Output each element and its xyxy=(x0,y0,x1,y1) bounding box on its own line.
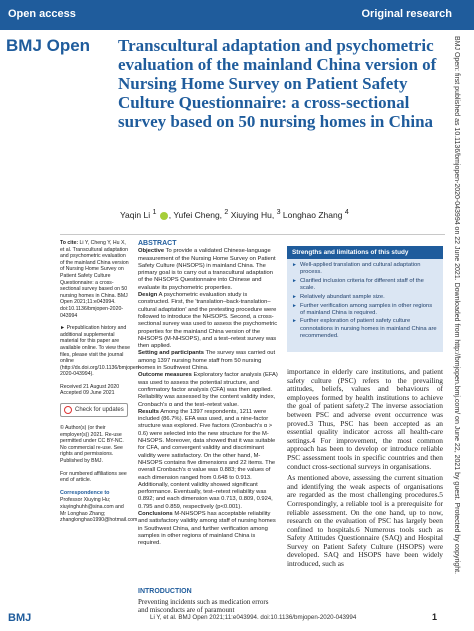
check-updates-button[interactable] xyxy=(60,403,128,417)
page-number: 1 xyxy=(432,612,438,622)
list-item xyxy=(292,278,438,292)
citation-block xyxy=(60,240,130,319)
vertical-margin-text[interactable]: BMJ Open: first published as 10.1136/bmjopen-2020-043994 on 22 June 2021. Downloaded from http://bmjopen.bmj.com/ on June 22, 2021 by guest. Protected by copyright. xyxy=(453,36,460,575)
abstract-conclusions xyxy=(138,511,278,547)
divider xyxy=(60,234,445,235)
author-name[interactable]: Longhao Zhang xyxy=(282,209,343,220)
body-paragraph: As mentioned above, assessing the current situation and identifying the weak aspects of organisations are regarded as the most challenging procedures.5 Correspondingly, a reliable tool is a prerequisite for reliable assessment. On the one hand, up to now, research on the evaluation of PSC has largely been confined to hospitals.6 Numerous tools such as Safety Attitudes Questionnaire (SAQ) and Hospital Survey on Patient Safety Culture (HSOPS) were developed. SAQ and HSOPS have been widely introduced, such as xyxy=(287,473,443,569)
list-item xyxy=(292,303,438,317)
correspondence-text[interactable]: Professor Xiuying Hu; xiuyinghuhh@sina.com and Mr Longhao Zhang; zhanglonghao1990@hotmail.com xyxy=(60,497,138,524)
introduction-heading: INTRODUCTION xyxy=(138,588,192,595)
section-text: M-NHSOPS has acceptable reliability and satisfactory validity among staff of nursing homes in Southwest China, and further verification among samples in other regions of mainland China is required. xyxy=(138,510,276,547)
body-text-column xyxy=(287,368,443,572)
copyright-note: © Author(s) (or their employer(s)) 2021. Re-use permitted under CC BY-NC. No commercial re-use. See rights and permissions. Published by BMJ. xyxy=(60,425,124,465)
box-heading: Strengths and limitations of this study xyxy=(287,246,443,259)
author-name[interactable]: Yaqin Li xyxy=(120,209,151,220)
author-name[interactable]: Yufei Cheng, xyxy=(173,209,223,220)
author-affiliation: 2 xyxy=(224,208,229,216)
check-updates-icon xyxy=(64,406,72,414)
check-updates-label: Check for updates xyxy=(75,407,124,414)
vertical-margin-note xyxy=(452,36,466,626)
list-item xyxy=(292,294,438,301)
orcid-icon[interactable] xyxy=(160,212,168,220)
section-text: To provide a validated Chinese-language measurement of the Nursing Home Survey on Patient Safety Culture (NHSOPS) in mainland China. The primary goal is to carry out a transcultural adaptation of the NHSOPS Questionnaire into Chinese and evaluate its psychometric properties. xyxy=(138,248,276,291)
section-label: Setting and participants xyxy=(138,350,205,357)
dates xyxy=(60,384,130,397)
list-item xyxy=(292,262,438,276)
list-item-text: Well-applied translation and cultural adaptation process. xyxy=(300,262,421,276)
section-label: Objective xyxy=(138,248,165,255)
footer-logo: BMJ xyxy=(8,612,32,624)
section-text: The survey was carried out among 1397 nursing home staff from 50 nursing homes in Southwest China. xyxy=(138,350,276,372)
correspondence-heading: Correspondence to xyxy=(60,489,110,496)
prepub-note[interactable]: ► Prepublication history and additional supplemental material for this paper are available online. To view these files, please visit the journal online (http://dx.doi.org/10.1136/bmjopen-2020-043994). xyxy=(60,325,141,378)
list-item-text: Relatively abundant sample size. xyxy=(300,293,385,300)
strengths-limitations-box xyxy=(287,246,443,352)
section-label: Design xyxy=(138,292,158,299)
author-affiliation: 1 xyxy=(152,208,157,216)
abstract xyxy=(138,240,278,547)
body-paragraph: importance in elderly care institutions, and patient safety culture (PSC) refers to the prevailing attitudes, beliefs, values and behaviours of employees formed by health institutions to achieve the goal of patient safety.2 The inverse association between PSC and adverse event occurrence was proved.3 Thus, PSC has been accepted as an essential quality indicator across all health-care settings.4 For improvement, the most common approach has been to develop or introduce reliable PSC assessment tools in specific countries and then conduct cross-sectional surveys in organisations. xyxy=(287,367,443,471)
author-name[interactable]: Xiuying Hu, xyxy=(230,209,275,220)
list-item-text: Further verification among samples in other regions of mainland China is required. xyxy=(300,302,433,316)
author-affiliation: 3 xyxy=(276,208,281,216)
triangle-bullet-icon: ► xyxy=(292,302,297,309)
introduction-text: Preventing incidents such as medication errors and misconducts are of paramount xyxy=(138,598,269,615)
list-item-text: Clarified inclusion criteria for different staff of the scale. xyxy=(300,277,424,292)
received-date: Received 21 August 2020 xyxy=(60,383,120,390)
page-footer xyxy=(0,606,474,631)
cite-text: Li Y, Cheng Y, Hu X, et al. Transcultural adaptation and psychometric evaluation of the mainland China version of Nursing Home Survey on Patient Safety Culture Questionnaire: a cross-sectional survey based on 50 nursing homes in China. BMJ Open 2021;11:e043994. doi:10.1136/bmjopen-2020-043994 xyxy=(60,240,129,319)
list-item xyxy=(292,318,438,340)
abstract-setting xyxy=(138,350,278,372)
footer-citation: Li Y, et al. BMJ Open 2021;11:e043994. doi:10.1136/bmjopen-2020-043994 xyxy=(150,614,357,621)
box-list xyxy=(287,259,443,340)
abstract-design xyxy=(138,292,278,350)
triangle-bullet-icon: ► xyxy=(292,262,297,268)
section-label: Results xyxy=(138,408,159,415)
author-list: Yaqin Li $^1$ , Yufei Cheng, $^2$ Xiuying Hu, $^3$ Longhao Zhang $^4$ xyxy=(120,208,349,220)
section-label: Outcome measures xyxy=(138,372,192,379)
section-text: Exploratory factor analysis (EFA) was used to assess the potential structure, and confirmatory factor analysis (CFA) was then applied. Reliability was assessed by the content validity index, Cronbach's α and the test–retest value. xyxy=(138,372,278,408)
triangle-bullet-icon: ► xyxy=(292,318,297,325)
triangle-bullet-icon: ► xyxy=(292,293,297,300)
top-banner xyxy=(0,0,474,30)
accepted-date: Accepted 09 June 2021 xyxy=(60,390,115,397)
article-sidebar xyxy=(60,240,141,530)
triangle-bullet-icon: ► xyxy=(292,277,297,284)
abstract-results xyxy=(138,409,278,511)
article-type-label: Original research xyxy=(361,8,452,20)
article-title: Transcultural adaptation and psychometric evaluation of the mainland China version of Nursing Home Survey on Patient Safety Culture Questionnaire: a cross-sectional survey based on 50 nursing homes in China xyxy=(118,36,437,131)
abstract-heading: ABSTRACT xyxy=(138,240,177,247)
section-label: Conclusions xyxy=(138,510,173,517)
list-item-text: Further exploration of patient safety culture connotations in nursing homes in mainland China are recommended. xyxy=(300,318,437,339)
section-text: A psychometric evaluation study is constructed. First, the 'translation–back-translation–cultural adaptation' and the pretesting procedure were followed to introduce the NHSOPS. Second, a cross-sectional survey was used to assess the psychometric properties for the mainland China version of the NHSOPS (M-NHSOPS), and a test–retest survey was then applied. xyxy=(138,292,278,350)
journal-logo: BMJ Open xyxy=(6,36,91,55)
author-affiliation: 4 xyxy=(344,208,349,216)
open-access-label: Open access xyxy=(8,8,76,20)
cite-label: To cite: xyxy=(60,240,79,246)
section-text: Among the 1397 respondents, 1211 were included (86.7%). EFA was used, and a nine-factor structure was explored. Five factors (Cronbach's α > 0.6) were selected into the new structure for the M-NHSOPS. Moreover, data showed that it was suitable for CFA, and convergent validity and discriminant validity were satisfactory. On the other hand, M-NHSOPS contains five dimensions and 22 items. The overall Cronbach's α value was 0.883; the values of each dimension ranged from 0.648 to 0.913. Additionally, content validity showed significant performance. Eventually, test–retest reliability was 0.892; and each dimension was 0.713, 0.809, 0.924, 0.795 and 0.859, respectively (p<0.001). xyxy=(138,408,276,510)
abstract-outcome xyxy=(138,372,278,408)
affiliations-note: For numbered affiliations see end of article. xyxy=(60,470,127,484)
abstract-objective xyxy=(138,248,278,292)
